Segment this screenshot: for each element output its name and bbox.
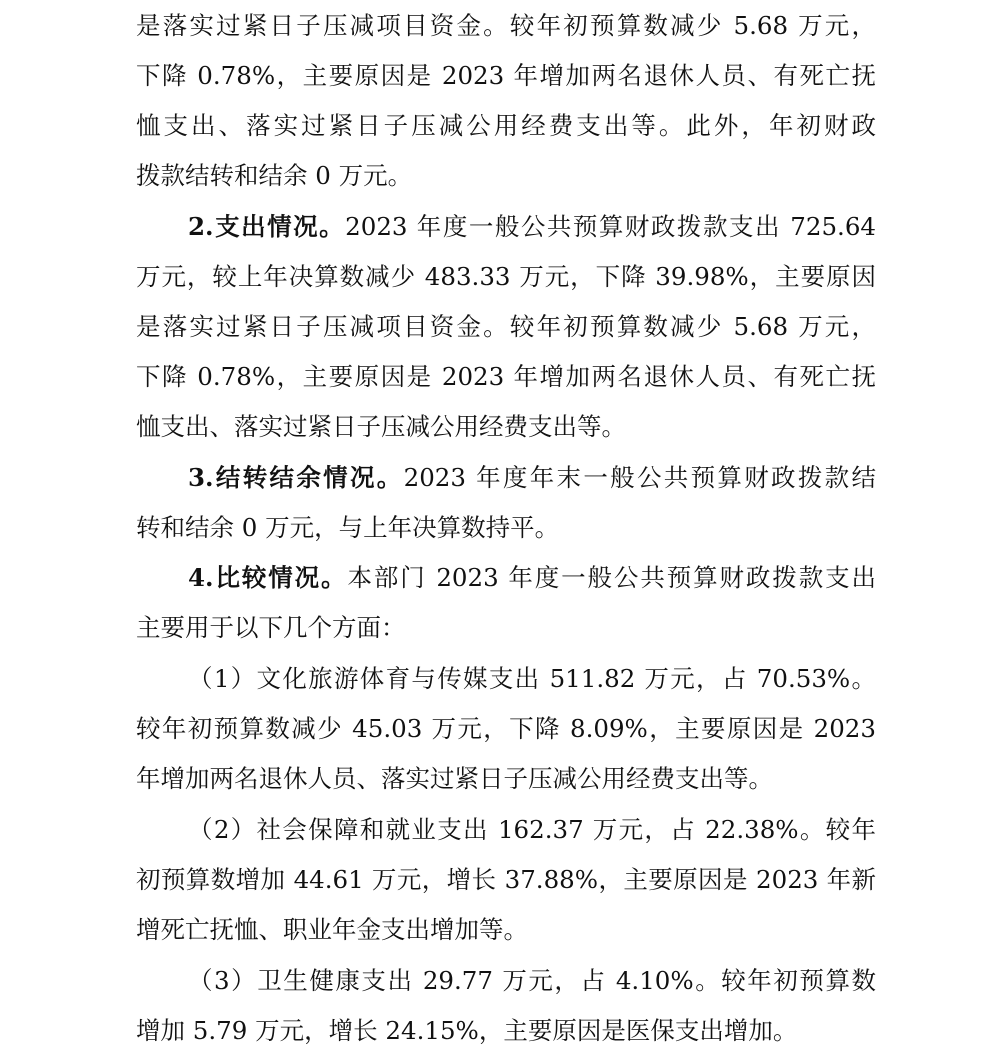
text-line: 恤支出、落实过紧日子压减公用经费支出等。此外，年初财政 [136,111,876,140]
text-line: 是落实过紧日子压减项目资金。较年初预算数减少 5.68 万元， [136,312,876,341]
text-line: （3）卫生健康支出 29.77 万元，占 4.10%。较年初预算数 [188,966,876,995]
text-line: 2023 年度一般公共预算财政拨款支出 725.64 [345,212,877,241]
text-line: 下降 0.78%，主要原因是 2023 年增加两名退休人员、有死亡抚 [136,362,876,391]
text-line: 2023 年度年末一般公共预算财政拨款结 [403,463,876,492]
section-heading-carryover: 3.结转结余情况。 [188,463,404,492]
text-line: 本部门 2023 年度一般公共预算财政拨款支出 [347,563,876,592]
paragraph-comparison-first-line [188,558,876,598]
section-heading-expenditure: 2.支出情况。 [188,212,346,241]
text-line: 是落实过紧日子压减项目资金。较年初预算数减少 5.68 万元， [136,11,876,40]
paragraph-expenditure-first-line [188,207,876,247]
text-line: 转和结余 0 万元，与上年决算数持平。 [136,513,560,542]
text-line: 增加 5.79 万元，增长 24.15%，主要原因是医保支出增加。 [136,1016,798,1045]
text-line: 初预算数增加 44.61 万元，增长 37.88%，主要原因是 2023 年新 [136,865,876,894]
text-line: 较年初预算数减少 45.03 万元，下降 8.09%，主要原因是 2023 [136,714,876,743]
text-line: 主要用于以下几个方面： [136,613,406,642]
text-line: 下降 0.78%，主要原因是 2023 年增加两名退休人员、有死亡抚 [136,61,876,90]
section-heading-comparison: 4.比较情况。 [188,563,348,592]
text-line: 拨款结转和结余 0 万元。 [136,161,413,190]
paragraph-carryover-first-line [188,458,876,498]
text-line: 万元，较上年决算数减少 483.33 万元，下降 39.98%，主要原因 [136,262,876,291]
text-line: 增死亡抚恤、职业年金支出增加等。 [136,915,528,944]
text-line: （2）社会保障和就业支出 162.37 万元，占 22.38%。较年 [188,815,876,844]
text-line: 恤支出、落实过紧日子压减公用经费支出等。 [136,412,626,441]
text-line: 年增加两名退休人员、落实过紧日子压减公用经费支出等。 [136,764,773,793]
text-line: （1）文化旅游体育与传媒支出 511.82 万元，占 70.53%。 [188,664,876,693]
